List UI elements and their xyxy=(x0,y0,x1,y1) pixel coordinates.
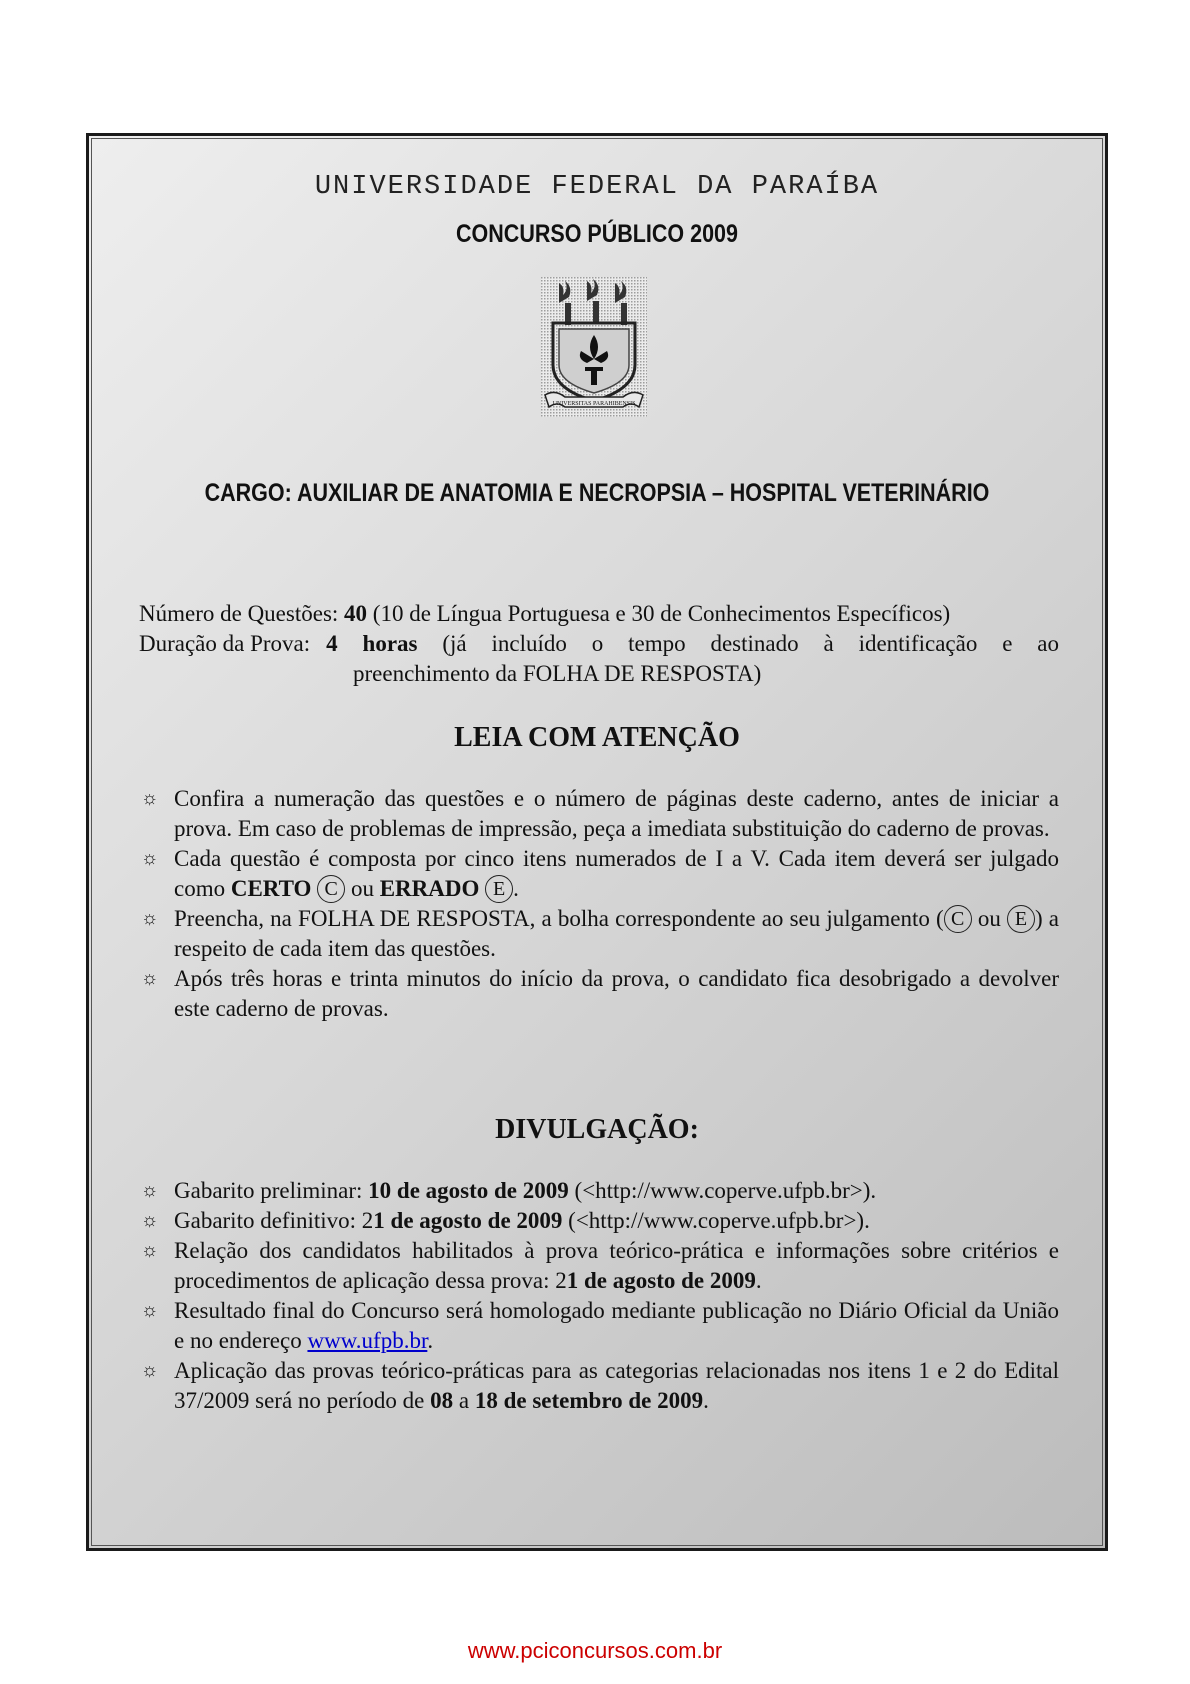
list-item: ☼ Resultado final do Concurso será homologado mediante publicação no Diário Oficial da União e no endereço www.ufpb.br. xyxy=(141,1298,1059,1353)
ufpb-link[interactable]: www.ufpb.br xyxy=(307,1328,428,1353)
contest-title: CONCURSO PÚBLICO 2009 xyxy=(456,220,738,248)
sun-bullet-icon: ☼ xyxy=(141,908,159,929)
sun-bullet-icon: ☼ xyxy=(141,1210,159,1231)
sun-bullet-icon: ☼ xyxy=(141,1360,159,1381)
circle-c-icon: C xyxy=(317,875,345,903)
questions-count: 40 xyxy=(344,601,368,626)
attention-heading: LEIA COM ATENÇÃO xyxy=(454,722,740,753)
university-name: UNIVERSIDADE FEDERAL DA PARAÍBA xyxy=(314,172,880,202)
sun-bullet-icon: ☼ xyxy=(141,968,159,989)
attention-list xyxy=(139,784,1059,1024)
list-item: ☼ Gabarito preliminar: 10 de agosto de 2009 (<http://www.coperve.ufpb.br>). xyxy=(139,1176,1059,1206)
footer-source-url: www.pciconcursos.com.br xyxy=(467,1638,723,1663)
sun-bullet-icon: ☼ xyxy=(141,1300,159,1321)
sun-bullet-icon: ☼ xyxy=(141,848,159,869)
sun-bullet-icon: ☼ xyxy=(141,1180,159,1201)
list-item: ☼ Relação dos candidatos habilitados à prova teórico-prática e informações sobre critérios e procedimentos de aplicação dessa prova: 21 de agosto de 2009. xyxy=(141,1238,1059,1293)
cover-frame xyxy=(86,133,1108,1551)
disclosure-heading: DIVULGAÇÃO: xyxy=(495,1114,699,1145)
seal-motto: UNIVERSITAS PARAHIBENSIS xyxy=(552,401,636,407)
ufpb-coat-of-arms-icon xyxy=(541,277,647,417)
list-item: ☼ Preencha, na FOLHA DE RESPOSTA, a bolha correspondente ao seu julgamento ( C ou E ) a respeito de cada item das questões. xyxy=(141,906,1060,961)
position-title: CARGO: AUXILIAR DE ANATOMIA E NECROPSIA – HOSPITAL VETERINÁRIO xyxy=(204,479,990,507)
duration-detail: preenchimento da FOLHA DE RESPOSTA) xyxy=(353,661,762,686)
list-item: ☼ Cada questão é composta por cinco itens numerados de I a V. Cada item deverá ser julgado como CERTO C ou ERRADO E . xyxy=(141,846,1059,901)
duration-value: 4 horas xyxy=(326,631,418,656)
questions-line: Número de Questões: 40 (10 de Língua Portuguesa e 30 de Conhecimentos Específicos) xyxy=(139,601,951,626)
list-item: ☼ Após três horas e trinta minutos do início da prova, o candidato fica desobrigado a devolver este caderno de provas. xyxy=(141,966,1059,1021)
list-item: ☼ Confira a numeração das questões e o número de páginas deste caderno, antes de iniciar a prova. Em caso de problemas de impressão, peça a imediata substituição do caderno de provas. xyxy=(141,786,1059,841)
list-item: ☼ Aplicação das provas teórico-práticas para as categorias relacionadas nos itens 1 e 2 do Edital 37/2009 será no período de 08 a 18 de setembro de 2009. xyxy=(141,1358,1059,1413)
disclosure-list xyxy=(139,1176,1059,1416)
circle-e-icon: E xyxy=(485,875,513,903)
sun-bullet-icon: ☼ xyxy=(141,788,159,809)
sun-bullet-icon: ☼ xyxy=(141,1240,159,1261)
exam-info xyxy=(139,599,1059,689)
duration-line: Duração da Prova: 4 horas (já incluído o tempo destinado à identificação e ao xyxy=(139,631,1059,656)
circle-c-icon: C xyxy=(944,905,972,933)
list-item: ☼ Gabarito definitivo: 21 de agosto de 2009 (<http://www.coperve.ufpb.br>). xyxy=(139,1206,1059,1236)
circle-e-icon: E xyxy=(1007,905,1035,933)
